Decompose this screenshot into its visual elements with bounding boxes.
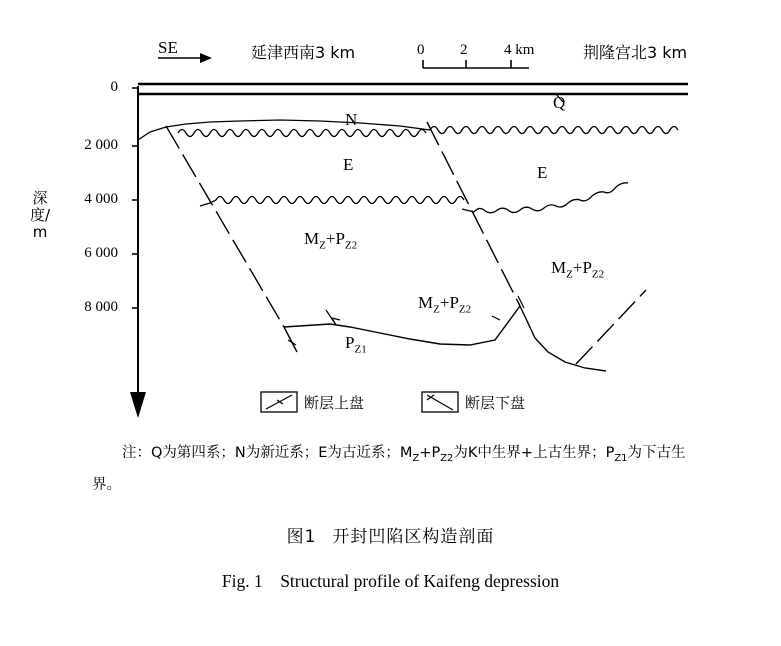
caption-english: Fig. 1 Structural profile of Kaifeng depression bbox=[221, 571, 560, 591]
fault-line-1 bbox=[166, 126, 297, 352]
mzpz2-center-mid: +P bbox=[439, 293, 459, 312]
pz1-p: P bbox=[345, 333, 355, 352]
depth-tick-6000: 6 000 bbox=[84, 245, 118, 261]
mzpz2-right-sub1: Z bbox=[566, 268, 573, 281]
depth-tick-4000: 4 000 bbox=[84, 191, 118, 207]
legend-symbol-hanging-wall bbox=[261, 392, 297, 412]
caption-chinese-text: 开封凹陷区构造剖面 bbox=[332, 527, 495, 547]
caption-figure-number: 图1 bbox=[286, 527, 317, 547]
legend-label-hanging-wall: 断层上盘 bbox=[304, 394, 365, 412]
depth-axis-title: 深度/ m bbox=[29, 189, 51, 241]
strat-label-pz1 bbox=[345, 333, 367, 355]
mzpz2-center-m: M bbox=[418, 293, 434, 312]
mzpz2-left-sub1: Z bbox=[319, 239, 326, 252]
strat-label-mzpz2-left bbox=[304, 229, 357, 251]
unconformity-upper bbox=[138, 120, 678, 140]
mzpz2-left-sub2: Z2 bbox=[344, 239, 358, 252]
mzpz2-right-m: M bbox=[551, 258, 567, 277]
mzpz2-center-sub2: Z2 bbox=[458, 303, 472, 316]
figure-note bbox=[92, 440, 692, 498]
mzpz2-right-mid: +P bbox=[572, 258, 592, 277]
strat-label-e-right: E bbox=[537, 163, 548, 182]
strat-label-mzpz2-right bbox=[551, 258, 604, 280]
note-sub-3: Z1 bbox=[614, 452, 628, 464]
scale-tick-4km: 4 km bbox=[504, 42, 535, 58]
note-part-1: 注：Q为第四系；N为新近系；E为古近系；M bbox=[122, 445, 413, 461]
scale-tick-0: 0 bbox=[417, 42, 425, 58]
depth-tick-0: 0 bbox=[110, 79, 118, 95]
basement-top-surface bbox=[284, 306, 606, 371]
site-label-left: 延津西南3 km bbox=[251, 43, 356, 62]
site-label-right: 荆隆宫北3 km bbox=[583, 43, 688, 62]
depth-tick-8000: 8 000 bbox=[84, 299, 118, 315]
strat-label-q: Q bbox=[553, 93, 566, 112]
strat-label-e-left: E bbox=[343, 155, 354, 174]
caption-chinese bbox=[0, 522, 781, 547]
fault-line-3 bbox=[576, 290, 646, 364]
note-sub-2: Z2 bbox=[440, 452, 454, 464]
note-sub-1: Z bbox=[412, 452, 420, 464]
unconformity-lower bbox=[200, 183, 628, 213]
note-part-4: 为下古生界。 bbox=[92, 445, 686, 493]
mzpz2-left-m: M bbox=[304, 229, 320, 248]
strat-label-n: N bbox=[345, 110, 358, 129]
legend-label-footwall: 断层下盘 bbox=[465, 394, 526, 412]
scale-tick-2: 2 bbox=[460, 42, 468, 58]
mzpz2-center-sub1: Z bbox=[433, 303, 440, 316]
note-part-3: 为K中生界+上古生界；P bbox=[453, 445, 615, 461]
note-part-2: +P bbox=[419, 445, 441, 461]
direction-label-se: SE bbox=[158, 38, 178, 57]
scale-bar bbox=[423, 60, 529, 68]
legend-symbol-footwall bbox=[422, 392, 458, 412]
pz1-sub: Z1 bbox=[354, 343, 367, 356]
depth-tick-2000: 2 000 bbox=[84, 137, 118, 153]
mzpz2-left-mid: +P bbox=[325, 229, 345, 248]
ground-surface-layer bbox=[138, 84, 688, 94]
strat-label-mzpz2-center bbox=[418, 293, 471, 315]
mzpz2-right-sub2: Z2 bbox=[591, 268, 605, 281]
